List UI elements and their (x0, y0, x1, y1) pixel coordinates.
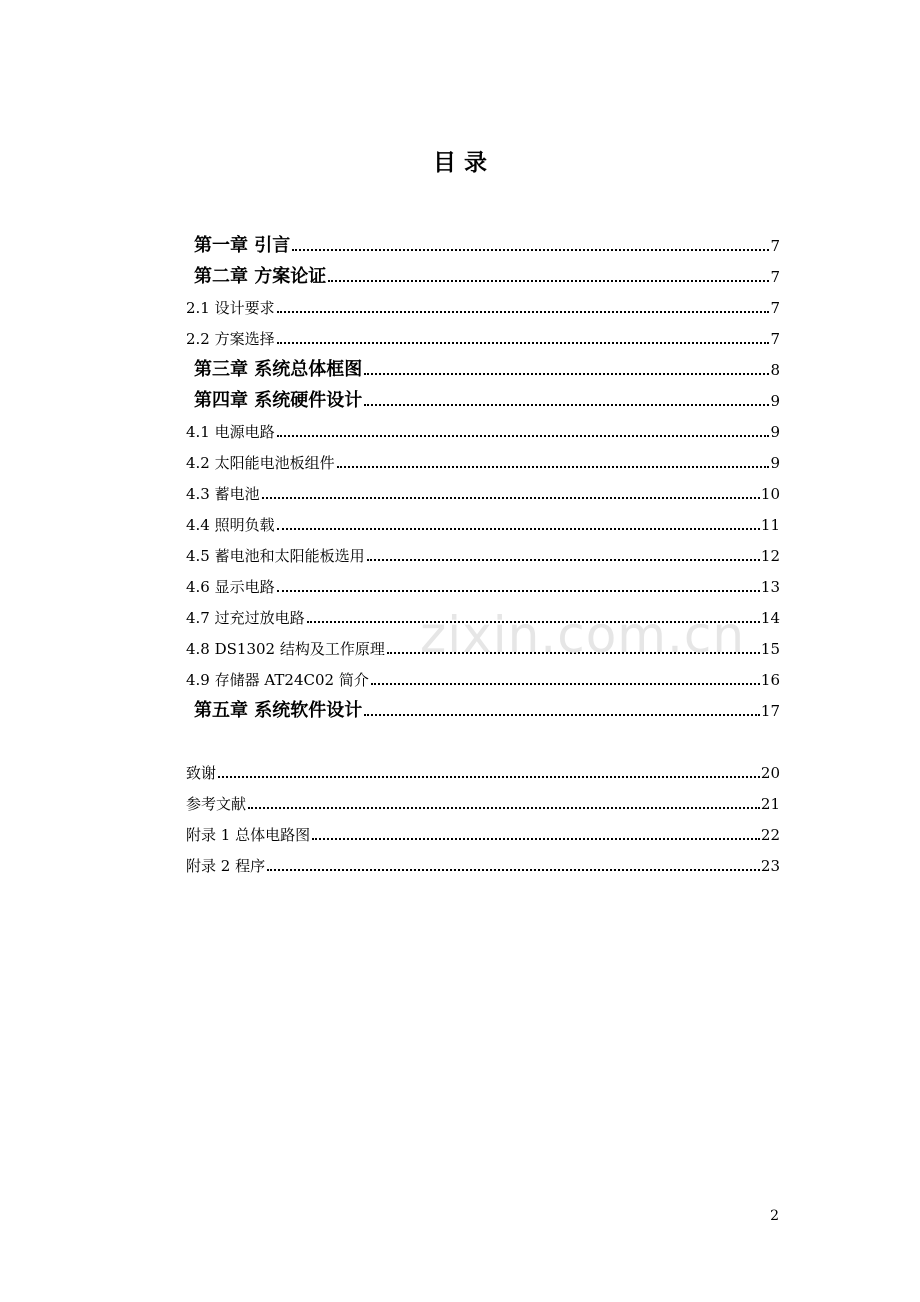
toc-entry-page: 10 (760, 485, 780, 503)
toc-entry-page: 7 (770, 237, 780, 255)
toc-entry-page: 22 (760, 826, 780, 844)
page-title: 目 录 (432, 149, 487, 176)
dot-leader (277, 528, 760, 530)
dot-leader (337, 466, 770, 468)
watermark: zixin.com.cn (420, 606, 746, 664)
toc-entry-title: 4.3 蓄电池 (186, 485, 260, 503)
toc-entry[interactable] (186, 627, 780, 658)
toc-entry[interactable] (186, 565, 780, 596)
toc-entry-page: 21 (760, 795, 780, 813)
toc-entry-page: 9 (770, 454, 780, 472)
toc-entry-title: 4.7 过充过放电路 (186, 609, 305, 627)
dot-leader (292, 249, 769, 251)
toc-entry-title: 第二章 方案论证 (194, 266, 327, 287)
toc-entry-page: 12 (760, 547, 780, 565)
table-of-contents (186, 224, 780, 875)
toc-entry-page: 8 (770, 361, 780, 379)
toc-entry-title: 4.5 蓄电池和太阳能板选用 (186, 547, 365, 565)
dot-leader (312, 838, 760, 840)
toc-entry-title: 参考文献 (186, 795, 247, 813)
dot-leader (218, 776, 760, 778)
toc-entry-page: 9 (770, 392, 780, 410)
toc-entry[interactable] (186, 782, 780, 813)
page-number: 2 (770, 1208, 779, 1224)
toc-entry-page: 15 (760, 640, 780, 658)
toc-entry[interactable] (186, 472, 780, 503)
dot-leader (364, 373, 769, 375)
toc-entry-title: 4.9 存储器 AT24C02 简介 (186, 671, 369, 689)
toc-spacer (186, 720, 780, 751)
toc-entry[interactable] (186, 317, 780, 348)
toc-entry-page: 7 (770, 330, 780, 348)
toc-entry-page: 20 (760, 764, 780, 782)
toc-entry[interactable] (186, 596, 780, 627)
dot-leader (277, 342, 770, 344)
dot-leader (277, 590, 760, 592)
toc-back-matter-list (186, 751, 780, 875)
toc-entry-page: 13 (760, 578, 780, 596)
toc-entry-page: 23 (760, 857, 780, 875)
toc-entry-title: 4.2 太阳能电池板组件 (186, 454, 335, 472)
toc-entry-title: 2.1 设计要求 (186, 299, 275, 317)
toc-entry-page: 7 (770, 268, 780, 286)
toc-entry[interactable] (186, 503, 780, 534)
toc-entry[interactable] (186, 348, 780, 379)
toc-entry-title: 第五章 系统软件设计 (194, 700, 363, 721)
toc-entry-page: 14 (760, 609, 780, 627)
dot-leader (328, 280, 769, 282)
toc-entry-title: 4.1 电源电路 (186, 423, 275, 441)
toc-entry[interactable] (186, 844, 780, 875)
toc-entry-title: 附录 1 总体电路图 (186, 826, 311, 844)
toc-entry-page: 9 (770, 423, 780, 441)
toc-entry-title: 第四章 系统硬件设计 (194, 390, 363, 411)
dot-leader (367, 559, 760, 561)
toc-entry-page: 7 (770, 299, 780, 317)
toc-entry[interactable] (186, 689, 780, 720)
dot-leader (248, 807, 760, 809)
toc-entry[interactable] (186, 813, 780, 844)
dot-leader (371, 683, 760, 685)
toc-entry-title: 4.6 显示电路 (186, 578, 275, 596)
toc-entry[interactable] (186, 751, 780, 782)
toc-entry-title: 第一章 引言 (194, 235, 291, 256)
toc-entry[interactable] (186, 379, 780, 410)
dot-leader (307, 621, 760, 623)
dot-leader (387, 652, 760, 654)
toc-entry-page: 16 (760, 671, 780, 689)
dot-leader (364, 404, 769, 406)
toc-entry-page: 17 (760, 702, 780, 720)
toc-entry[interactable] (186, 441, 780, 472)
dot-leader (277, 435, 770, 437)
toc-entry[interactable] (186, 224, 780, 255)
toc-entry-title: 4.8 DS1302 结构及工作原理 (186, 640, 385, 658)
toc-entry[interactable] (186, 286, 780, 317)
toc-entry[interactable] (186, 410, 780, 441)
dot-leader (267, 869, 760, 871)
toc-entry[interactable] (186, 658, 780, 689)
toc-entry[interactable] (186, 255, 780, 286)
toc-main-list (186, 224, 780, 720)
toc-entry-title: 致谢 (186, 764, 217, 782)
dot-leader (277, 311, 770, 313)
toc-entry-page: 11 (760, 516, 780, 534)
toc-entry-title: 第三章 系统总体框图 (194, 359, 363, 380)
toc-entry-title: 4.4 照明负载 (186, 516, 275, 534)
toc-entry-title: 2.2 方案选择 (186, 330, 275, 348)
dot-leader (364, 714, 760, 716)
dot-leader (262, 497, 760, 499)
toc-entry-title: 附录 2 程序 (186, 857, 266, 875)
toc-entry[interactable] (186, 534, 780, 565)
